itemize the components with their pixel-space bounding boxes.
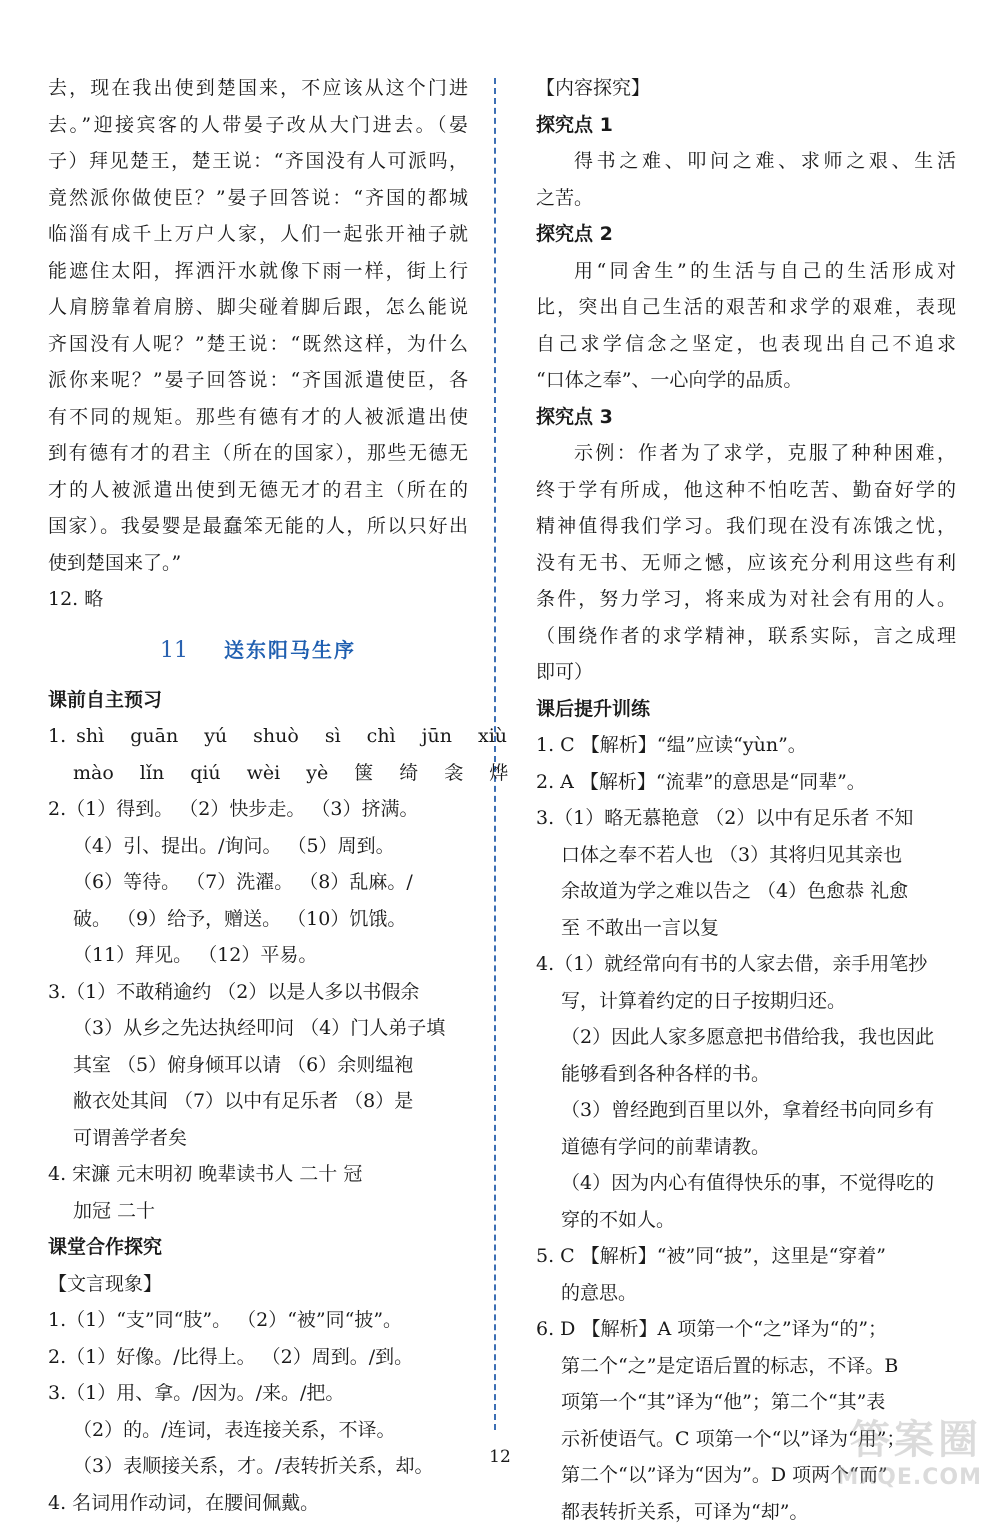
pinyin: chì (367, 725, 396, 747)
lesson-title-text: 送东阳马生序 (224, 638, 356, 662)
text-line: 之苦。 (536, 180, 956, 217)
answer-line: 都表转折关系，可译为“却”。 (536, 1494, 956, 1530)
answer-line: 2.（1）好像。/比得上。 （2）周到。/到。 (48, 1339, 468, 1376)
text-line: “口体之奉”、一心向学的品质。 (536, 362, 956, 399)
right-column (536, 70, 956, 1530)
answer-line: 能够看到各种各样的书。 (536, 1056, 956, 1093)
answer-line: 余故道为学之难以告之 （4）色愈恭 礼愈 (536, 873, 956, 910)
sub-header-wenyan: 【文言现象】 (48, 1266, 468, 1303)
text-line: 条件，努力学习，将来成为对社会有用的人。 (536, 581, 956, 618)
watermark-text: 答案圈 (782, 1408, 982, 1465)
text-line: 终于学有所成，他这种不怕吃苦、勤奋好学的 (536, 472, 956, 509)
answer-line: 3.（1）用、拿。/因为。/来。/把。 (48, 1375, 468, 1412)
answer-line: （3）表顺接关系，才。/表转折关系，却。 (48, 1448, 468, 1485)
answer-line: 1. C 【解析】“缊”应读“yùn”。 (536, 727, 956, 764)
answer-line: 2. A 【解析】“流辈”的意思是“同辈”。 (536, 764, 956, 801)
answer-line: 第二个“之”是定语后置的标志，不译。B (536, 1348, 956, 1385)
answer-line: 可谓善学者矣 (48, 1120, 468, 1157)
watermark-url: MXQE.COM (782, 1465, 982, 1490)
text-line: 才的人被派遣出使到无德无才的君主（所在的 (48, 472, 468, 509)
pinyin: shì (76, 725, 104, 747)
text-line: 国家）。我晏婴是最蠢笨无能的人，所以只好出 (48, 508, 468, 545)
text-line: （围绕作者的求学精神，联系实际，言之成理 (536, 618, 956, 655)
answer-line: 2.（1）得到。 （2）快步走。 （3）挤满。 (48, 791, 468, 828)
section-header-preview: 课前自主预习 (48, 682, 468, 719)
pinyin-row-2 (48, 755, 468, 792)
pinyin: sì (325, 725, 341, 747)
answer-line: 4. 名词用作动词，在腰间佩戴。 (48, 1485, 468, 1522)
text-line: 竟然派你做使臣？”晏子回答说：“齐国的都城 (48, 180, 468, 217)
text-line: 用“同舍生”的生活与自己的生活形成对 (536, 253, 956, 290)
section-header-coop: 课堂合作探究 (48, 1229, 468, 1266)
answer-line: （2）的。/连词，表连接关系，不译。 (48, 1412, 468, 1449)
text-line: 能遮住太阳，挥洒汗水就像下雨一样，街上行 (48, 253, 468, 290)
pinyin-row-1 (48, 718, 468, 755)
answer-line: （11）拜见。 （12）平易。 (48, 937, 468, 974)
left-column (48, 70, 468, 1521)
pinyin: shuò (253, 725, 299, 747)
text-line: 有不同的规矩。那些有德有才的人被派遣出使 (48, 399, 468, 436)
answer-line: 写，计算着约定的日子按期归还。 (536, 983, 956, 1020)
answer-line: （2）因此人家多愿意把书借给我，我也因此 (536, 1019, 956, 1056)
pinyin: jūn (422, 725, 452, 747)
lesson-number: 11 (160, 638, 188, 663)
page-number: 12 (0, 1447, 1000, 1467)
answer-line: 5. C 【解析】“被”同“披”，这里是“穿着” (536, 1238, 956, 1275)
text-line: 没有无书、无师之憾，应该充分利用这些有利 (536, 545, 956, 582)
text-line: 自己求学信念之坚定，也表现出自己不追求 (536, 326, 956, 363)
answer-line: 破。 （9）给予，赠送。 （10）饥饿。 (48, 901, 468, 938)
pinyin: wèi (247, 762, 281, 784)
pinyin: qiú (190, 762, 220, 784)
answer-line: 的意思。 (536, 1275, 956, 1312)
answer-line: 其室 （5）俯身倾耳以请 （6）余则缊袍 (48, 1047, 468, 1084)
hanzi: 箧 (354, 762, 373, 784)
pinyin: xiù (478, 725, 507, 747)
answer-item-12: 12. 略 (48, 581, 468, 618)
hanzi: 衾 (444, 762, 463, 784)
answer-line: 第二个“以”译为“因为”。D 项两个“而” (536, 1457, 956, 1494)
watermark-logo (782, 1408, 982, 1508)
answer-line: （4）引、提出。/询问。 （5）周到。 (48, 828, 468, 865)
hanzi: 烨 (489, 762, 508, 784)
text-line: 示例：作者为了求学，克服了种种困难， (536, 435, 956, 472)
answer-line: 3.（1）不敢稍逾约 （2）以是人多以书假余 (48, 974, 468, 1011)
answer-line: 口体之奉不若人也 （3）其将归见其亲也 (536, 837, 956, 874)
text-line: 派你来呢？”晏子回答说：“齐国派遣使臣，各 (48, 362, 468, 399)
pinyin: mào (73, 762, 114, 784)
text-line: 子）拜见楚王，楚王说：“齐国没有人可派吗， (48, 143, 468, 180)
pinyin: lǐn (140, 762, 164, 784)
text-line: 去。”迎接宾客的人带晏子改从大门进去。（晏 (48, 107, 468, 144)
text-line: 去，现在我出使到楚国来，不应该从这个门进 (48, 70, 468, 107)
text-line: 即可） (536, 654, 956, 691)
explore-point-3-label: 探究点 3 (536, 399, 956, 436)
section-header-after: 课后提升训练 (536, 691, 956, 728)
explore-point-2-label: 探究点 2 (536, 216, 956, 253)
sub-header-content: 【内容探究】 (536, 70, 956, 107)
lesson-title (48, 618, 468, 682)
pinyin: yè (306, 762, 328, 784)
answer-line: 4.（1）就经常向有书的人家去借，亲手用笔抄 (536, 946, 956, 983)
pinyin: guān (130, 725, 178, 747)
text-line: 使到楚国来了。” (48, 545, 468, 582)
answer-line: 6. D 【解析】A 项第一个“之”译为“的”； (536, 1311, 956, 1348)
column-divider (494, 78, 496, 1430)
answer-line: 项第一个“其”译为“他”；第二个“其”表 (536, 1384, 956, 1421)
text-line: 得书之难、叩问之难、求师之艰、生活 (536, 143, 956, 180)
pinyin: yú (204, 725, 227, 747)
text-line: 人肩膀靠着肩膀、脚尖碰着脚后跟，怎么能说 (48, 289, 468, 326)
question-label: 1. (48, 725, 66, 747)
answer-line: 示祈使语气。C 项第一个“以”译为“用”； (536, 1421, 956, 1458)
answer-line: （3）从乡之先达执经叩问 （4）门人弟子填 (48, 1010, 468, 1047)
explore-point-1-label: 探究点 1 (536, 107, 956, 144)
answer-line: 3.（1）略无慕艳意 （2）以中有足乐者 不知 (536, 800, 956, 837)
text-line: 临淄有成千上万户人家，人们一起张开袖子就 (48, 216, 468, 253)
answer-line: （4）因为内心有值得快乐的事，不觉得吃的 (536, 1165, 956, 1202)
answer-line: 敝衣处其间 （7）以中有足乐者 （8）是 (48, 1083, 468, 1120)
answer-line: 加冠 二十 (48, 1193, 468, 1230)
answer-line: 1.（1）“支”同“肢”。 （2）“被”同“披”。 (48, 1302, 468, 1339)
text-line: 比，突出自己生活的艰苦和求学的艰难，表现 (536, 289, 956, 326)
text-line: 精神值得我们学习。我们现在没有冻饿之忧， (536, 508, 956, 545)
answer-line: （6）等待。 （7）洗濯。 （8）乱麻。/ (48, 864, 468, 901)
text-line: 齐国没有人呢？”楚王说：“既然这样，为什么 (48, 326, 468, 363)
answer-line: （3）曾经跑到百里以外，拿着经书向同乡有 (536, 1092, 956, 1129)
text-line: 到有德有才的君主（所在的国家），那些无德无 (48, 435, 468, 472)
answer-line: 道德有学问的前辈请教。 (536, 1129, 956, 1166)
answer-line: 4. 宋濂 元末明初 晚辈读书人 二十 冠 (48, 1156, 468, 1193)
answer-line: 至 不敢出一言以复 (536, 910, 956, 947)
answer-line: 穿的不如人。 (536, 1202, 956, 1239)
hanzi: 绮 (399, 762, 418, 784)
